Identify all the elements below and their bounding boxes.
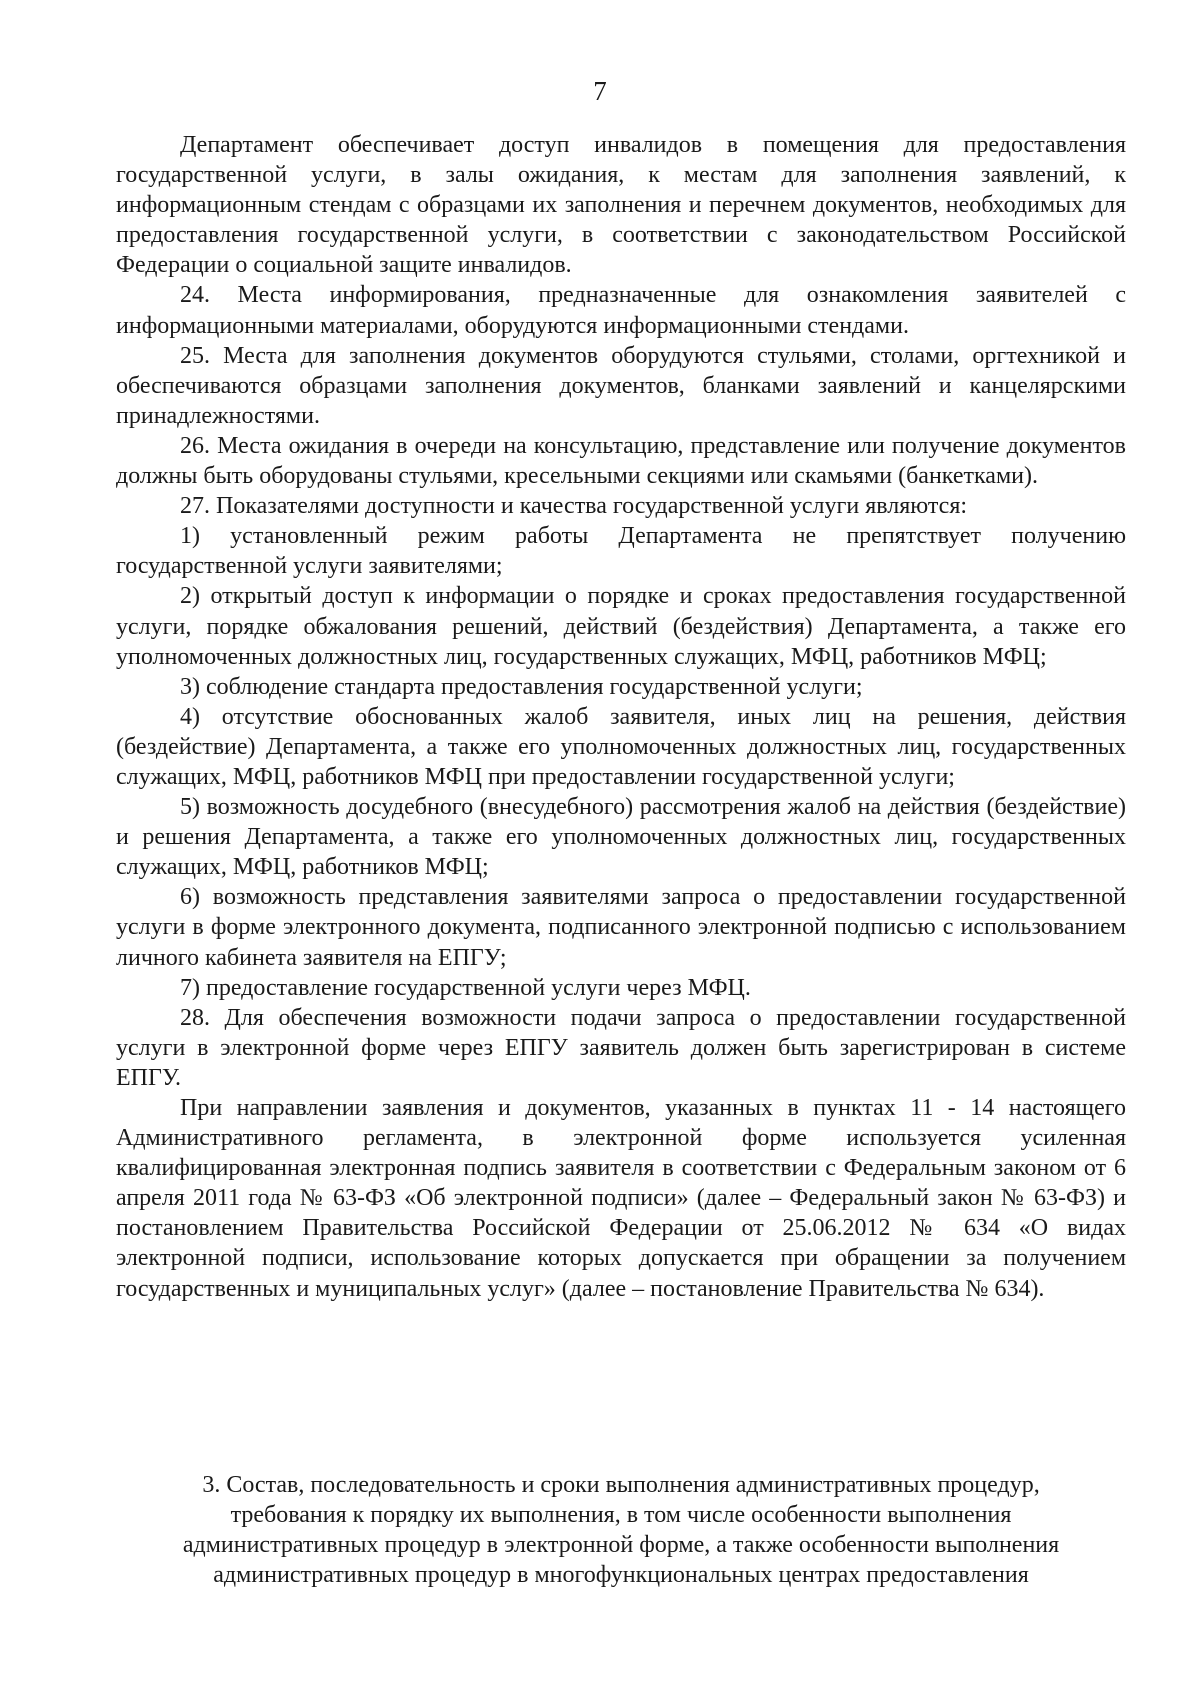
paragraph-26: 26. Места ожидания в очереди на консультацию, представление или получение документов должны быть оборудованы стульями, кресельными секциями или скамьями (банкетками).	[116, 432, 1126, 490]
list-item-5: 5) возможность досудебного (внесудебного) рассмотрения жалоб на действия (бездействие) и решения Департамента, а также его уполномоченных должностных лиц, государственных служащих, МФЦ, работников МФЦ;	[116, 794, 1126, 881]
section-heading-line: административных процедур в многофункциональных центрах предоставления	[213, 1562, 1029, 1589]
list-item-7: 7) предоставление государственной услуги через МФЦ.	[180, 974, 751, 1001]
paragraph-access-disabled: Департамент обеспечивает доступ инвалидов в помещения для предоставления государственной услуги, в залы ожидания, к местам для заполнения заявлений, к информационным стендам с образцами их заполнения и перечнем документов, необходимых для предоставления государственной услуги, в соответствии с законодательством Российской Федерации о социальной защите инвалидов.	[116, 132, 1126, 279]
list-item-6: 6) возможность представления заявителями запроса о предоставлении государственной услуги в форме электронного документа, подписанного электронной подписью с использованием личного кабинета заявителя на ЕПГУ;	[116, 884, 1126, 971]
section-heading-line: требования к порядку их выполнения, в том числе особенности выполнения	[230, 1502, 1012, 1529]
body-text	[116, 130, 1126, 1304]
section-heading	[116, 1470, 1126, 1590]
page-number: 7	[593, 76, 607, 106]
list-item-2: 2) открытый доступ к информации о порядке и сроках предоставления государственной услуги, порядке обжалования решений, действий (бездействия) Департамента, а также его уполномоченных должностных лиц, государственных служащих, МФЦ, работников МФЦ;	[116, 583, 1126, 670]
section-heading-line: административных процедур в электронной форме, а также особенности выполнения	[182, 1532, 1060, 1559]
paragraph-24: 24. Места информирования, предназначенные для ознакомления заявителей с информационными материалами, оборудуются информационными стендами.	[116, 282, 1126, 339]
list-item-4: 4) отсутствие обоснованных жалоб заявителя, иных лиц на решения, действия (бездействие) Департамента, а также его уполномоченных должностных лиц, государственных служащих, МФЦ, работников МФЦ при предоставлении государственной услуги;	[116, 703, 1126, 790]
list-item-3: 3) соблюдение стандарта предоставления государственной услуги;	[180, 673, 863, 700]
paragraph-electronic-signature: При направлении заявления и документов, указанных в пунктах 11 - 14 настоящего Административного регламента, в электронной форме используется усиленная квалифицированная электронная подпись заявителя в соответствии с Федеральным законом от 6 апреля 2011 года № 63-ФЗ «Об электронной подписи» (далее – Федеральный закон № 63-ФЗ) и постановлением Правительства Российской Федерации от 25.06.2012 № 634 «О видах электронной подписи, использование которых допускается при обращении за получением государственных и муниципальных услуг» (далее – постановление Правительства № 634).	[116, 1095, 1126, 1302]
section-heading-line: 3. Состав, последовательность и сроки выполнения административных процедур,	[202, 1472, 1040, 1498]
list-item-1: 1) установленный режим работы Департамента не препятствует получению государственной услуги заявителями;	[116, 523, 1126, 580]
paragraph-28: 28. Для обеспечения возможности подачи запроса о предоставлении государственной услуги в электронной форме через ЕПГУ заявитель должен быть зарегистрирован в системе ЕПГУ.	[116, 1004, 1126, 1091]
paragraph-27: 27. Показателями доступности и качества государственной услуги являются:	[180, 493, 968, 520]
paragraph-25: 25. Места для заполнения документов оборудуются стульями, столами, оргтехникой и обеспечиваются образцами заполнения документов, бланками заявлений и канцелярскими принадлежностями.	[116, 342, 1126, 429]
